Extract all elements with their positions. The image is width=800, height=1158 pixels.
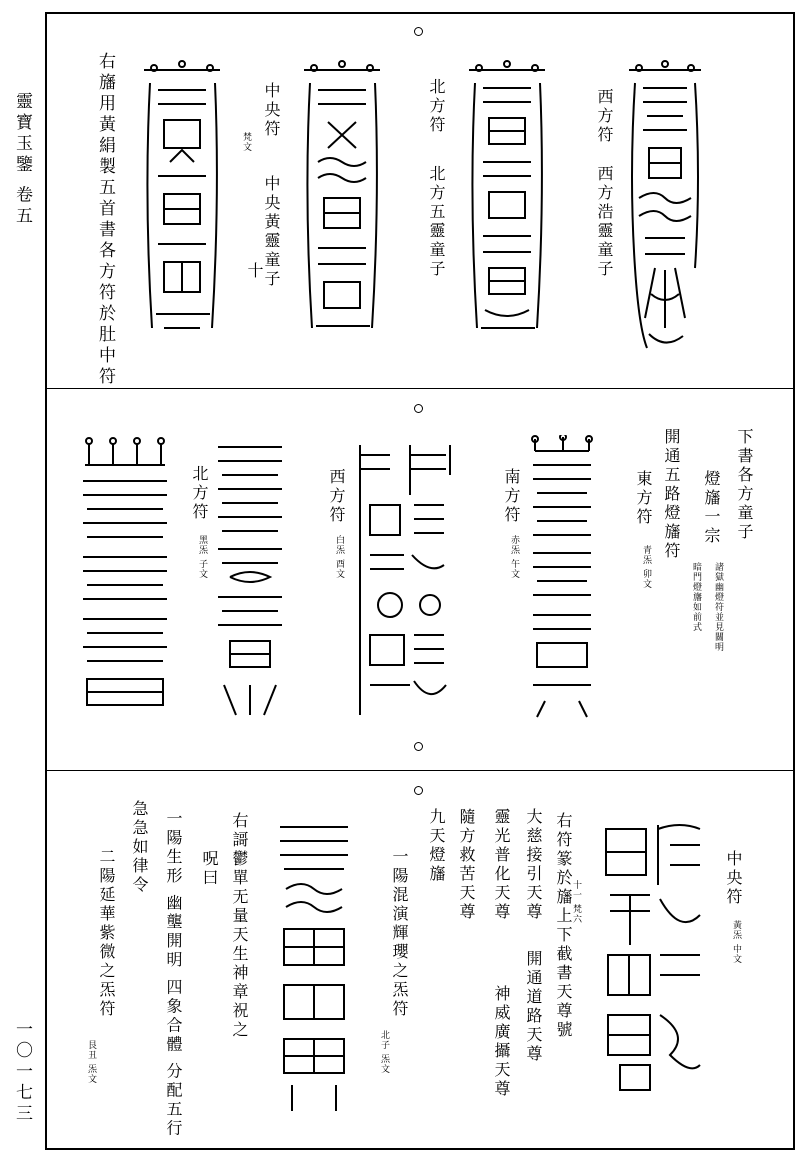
binding-hole [414,404,423,413]
talisman-west [625,58,705,358]
p3-col1: 右符篆於旛上下截書天尊號 [554,812,573,1040]
west-label: 西方符 [595,88,614,145]
talisman-yang1 [272,815,357,1115]
p3-col4: 隨方救苦天尊 [457,808,476,922]
south-note: 赤炁 午文 [509,535,519,579]
p3-col9: 一陽生形 幽壟開明 四象合體 分配五行 [164,810,183,1139]
p3-col7: 右謌鬱單无量天生神章祝之 [230,812,249,1040]
center-label: 中央符 [262,82,281,139]
p3-col6: 一陽混演輝瓔之炁符 [390,848,409,1019]
p3-col2: 大慈接引天尊 [524,808,543,922]
center2-note: 黃炁 中文 [731,920,741,964]
east-note: 青炁 卯文 [641,545,651,589]
west-child: 西方浩靈童子 [595,165,614,279]
p3-col6-note: 北子 炁文 [379,1030,389,1074]
p3-col10: 急急如律令 [130,800,149,895]
p2-note1: 諸獄幽燈符並見關明 [713,562,723,652]
talisman-west2 [210,435,290,720]
center-mark: 十 [245,262,264,281]
talisman-north [465,58,550,343]
center-child: 中央黃靈童子 [262,175,281,289]
p3-col3b: 神威廣攝天尊 [492,985,511,1099]
talisman-center2 [600,815,710,1100]
north2-label: 北方符 [190,465,209,522]
east-label: 東方符 [634,470,653,527]
talisman-center-b [140,58,225,343]
p2-col1: 下書各方童子 [735,428,754,542]
talisman-center-a [300,58,385,343]
center2-label: 中央符 [724,850,743,907]
center-note: 梵文 [241,132,251,152]
p3-col11: 二陽延華紫微之炁符 [97,848,116,1019]
binding-hole [414,742,423,751]
binding-hole [414,786,423,795]
panel-divider-1 [45,388,795,389]
north2-note: 黑炁 子文 [197,535,207,579]
north-label: 北方符 [427,78,446,135]
book-title: 靈寶玉鑒 卷五 [12,92,32,228]
talisman-north2 [75,435,175,710]
p3-col1-note: 十一 梵六 [571,880,581,924]
p2-col2: 燈旛一宗 [702,470,721,546]
instruction-text: 右旛用黃絹製五首書各方符於肚中符 [95,52,115,388]
p3-col3: 靈光普化天尊 [492,808,511,922]
binding-hole [414,27,423,36]
p3-col5: 九天燈旛 [427,808,446,884]
p2-note2: 暗門燈旛如前式 [691,562,701,632]
p3-col8: 呪曰 [200,850,219,888]
talisman-south [350,435,460,720]
page-number: 一〇一七三 [12,1020,32,1125]
south-label: 南方符 [502,468,521,525]
west2-note: 白炁 酉文 [334,535,344,579]
p2-col3: 開通五路燈旛符 [662,428,681,561]
west2-label: 西方符 [327,468,346,525]
north-child: 北方五靈童子 [427,165,446,279]
p3-col11-note: 艮丑 炁文 [86,1040,96,1084]
talisman-east [525,435,600,720]
p3-col2b: 開通道路天尊 [524,950,543,1064]
panel-divider-2 [45,770,795,771]
